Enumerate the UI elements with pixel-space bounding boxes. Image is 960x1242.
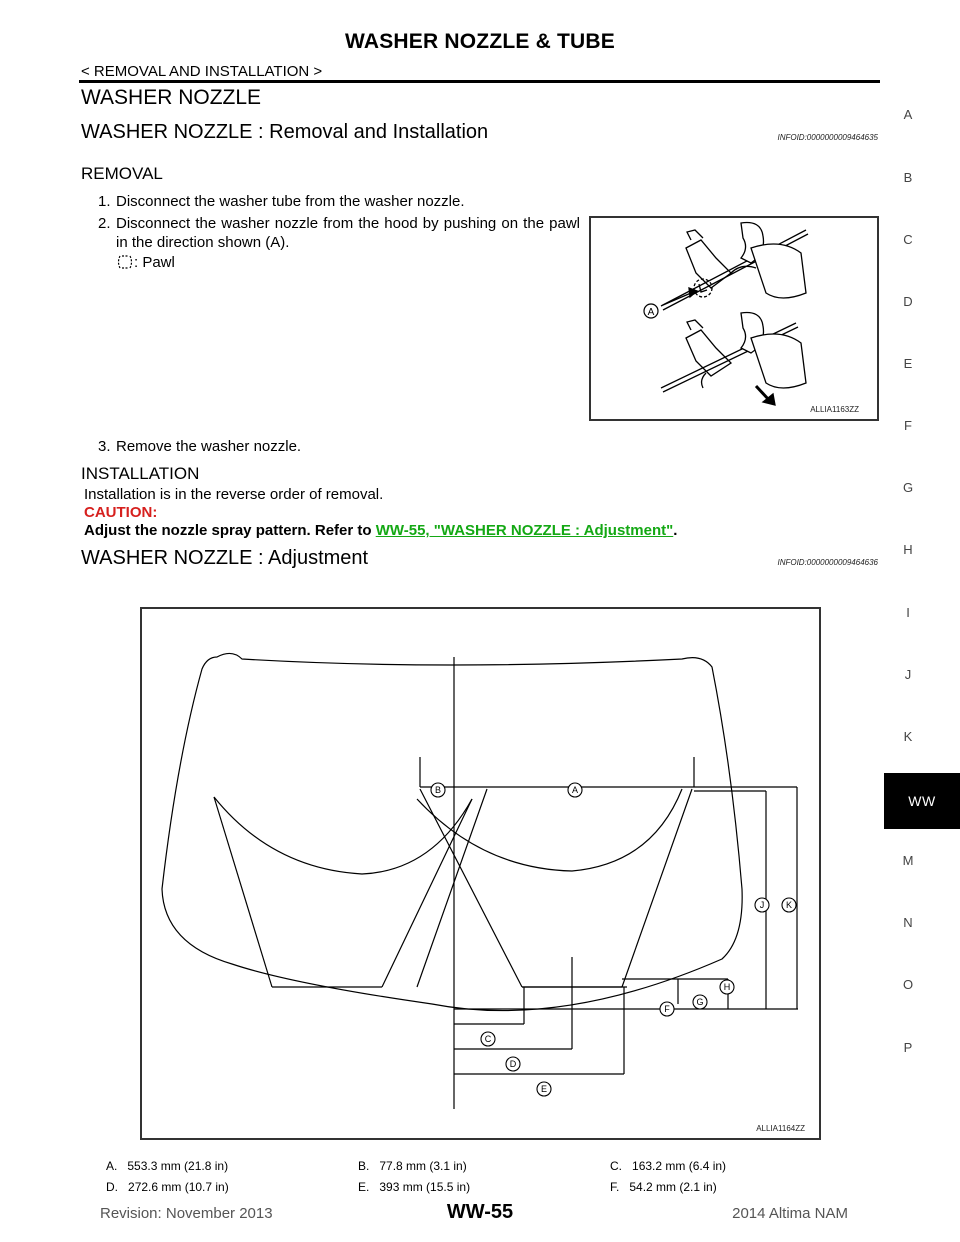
fig2-callout-f: F (664, 1004, 670, 1014)
legend-a-value: 553.3 mm (21.8 in) (127, 1159, 229, 1173)
nozzle-removal-illustration (591, 218, 877, 419)
pawl-legend-text: : Pawl (134, 254, 175, 271)
header-rule (79, 80, 880, 83)
legend-c (610, 1159, 726, 1173)
side-index-f[interactable]: F (904, 418, 912, 433)
figure-nozzle-removal (589, 216, 879, 421)
installation-label: INSTALLATION (81, 464, 200, 483)
side-index-m[interactable]: M (902, 853, 914, 868)
side-index-k[interactable]: K (903, 729, 913, 744)
caution-period: . (673, 522, 678, 539)
spray-pattern-illustration (142, 609, 819, 1138)
legend-a-key: A. (106, 1159, 118, 1173)
side-index-j[interactable]: J (904, 667, 912, 682)
figure-2-code: ALLIA1164ZZ (756, 1124, 805, 1133)
legend-d (106, 1180, 229, 1194)
page-number: WW-55 (446, 1201, 514, 1223)
installation-text: Installation is in the reverse order of removal. (84, 486, 384, 503)
caution-body: Adjust the nozzle spray pattern. Refer to (84, 522, 372, 539)
fig2-callout-e: E (540, 1084, 548, 1094)
adjustment-infoid: INFOID:0000000009464636 (777, 558, 878, 567)
legend-f-key: F. (610, 1180, 620, 1194)
step-2-text: Disconnect the washer nozzle from the hood by pushing on the pawl in the direction shown (A). (116, 215, 580, 251)
section-heading: WASHER NOZZLE (81, 86, 262, 109)
step-3-number: 3. (98, 438, 111, 455)
fig2-callout-j: J (759, 900, 765, 910)
removal-label: REMOVAL (81, 164, 163, 183)
section-breadcrumb: < REMOVAL AND INSTALLATION > (81, 63, 323, 80)
legend-f (610, 1180, 717, 1194)
side-index-o[interactable]: O (902, 977, 914, 992)
legend-d-value: 272.6 mm (10.7 in) (128, 1180, 229, 1194)
legend-b-value: 77.8 mm (3.1 in) (379, 1159, 467, 1173)
fig1-callout-a: A (647, 307, 655, 318)
pawl-symbol-icon (116, 255, 134, 269)
fig2-callout-b: B (434, 785, 442, 795)
side-index-ww-active[interactable]: WW (884, 773, 960, 829)
legend-d-key: D. (106, 1180, 118, 1194)
adjustment-reference-link[interactable]: WW-55, "WASHER NOZZLE : Adjustment" (375, 522, 674, 539)
side-index-n[interactable]: N (903, 915, 913, 930)
legend-e (358, 1180, 470, 1194)
fig2-callout-d: D (509, 1059, 517, 1069)
legend-e-key: E. (358, 1180, 370, 1194)
side-index-i[interactable]: I (906, 605, 910, 620)
figure-1-code: ALLIA1163ZZ (810, 405, 859, 414)
caution-text (84, 522, 677, 539)
adjustment-title: WASHER NOZZLE : Adjustment (81, 547, 369, 569)
side-index-d[interactable]: D (903, 294, 913, 309)
legend-c-key: C. (610, 1159, 622, 1173)
fig2-callout-g: G (696, 997, 704, 1007)
step-3 (98, 437, 516, 456)
side-index-c[interactable]: C (903, 232, 913, 247)
step-2-number: 2. (98, 215, 111, 232)
fig2-callout-a: A (571, 785, 579, 795)
legend-e-value: 393 mm (15.5 in) (379, 1180, 471, 1194)
side-index-g[interactable]: G (902, 480, 914, 495)
side-index-a[interactable]: A (903, 107, 913, 122)
pawl-legend (116, 254, 175, 271)
side-index-e[interactable]: E (903, 356, 913, 371)
revision-date: Revision: November 2013 (100, 1205, 273, 1222)
removal-install-infoid: INFOID:0000000009464635 (777, 133, 878, 142)
step-1-number: 1. (98, 193, 111, 210)
side-index-h[interactable]: H (903, 542, 913, 557)
side-index-p[interactable]: P (903, 1040, 913, 1055)
model-name: 2014 Altima NAM (732, 1205, 848, 1222)
fig2-callout-c: C (484, 1034, 492, 1044)
figure-spray-pattern (140, 607, 821, 1140)
page-title: WASHER NOZZLE & TUBE (345, 30, 615, 53)
legend-b-key: B. (358, 1159, 370, 1173)
legend-a (106, 1159, 228, 1173)
side-index-b[interactable]: B (903, 170, 913, 185)
legend-c-value: 163.2 mm (6.4 in) (632, 1159, 727, 1173)
legend-b (358, 1159, 467, 1173)
step-3-text: Remove the washer nozzle. (116, 438, 302, 455)
removal-install-title: WASHER NOZZLE : Removal and Installation (81, 121, 489, 143)
legend-f-value: 54.2 mm (2.1 in) (629, 1180, 717, 1194)
step-1-text: Disconnect the washer tube from the washer nozzle. (116, 193, 465, 210)
step-2 (98, 214, 580, 252)
fig2-callout-k: K (785, 900, 793, 910)
caution-label: CAUTION: (84, 504, 158, 521)
step-1 (98, 192, 586, 211)
fig2-callout-h: H (723, 982, 731, 992)
